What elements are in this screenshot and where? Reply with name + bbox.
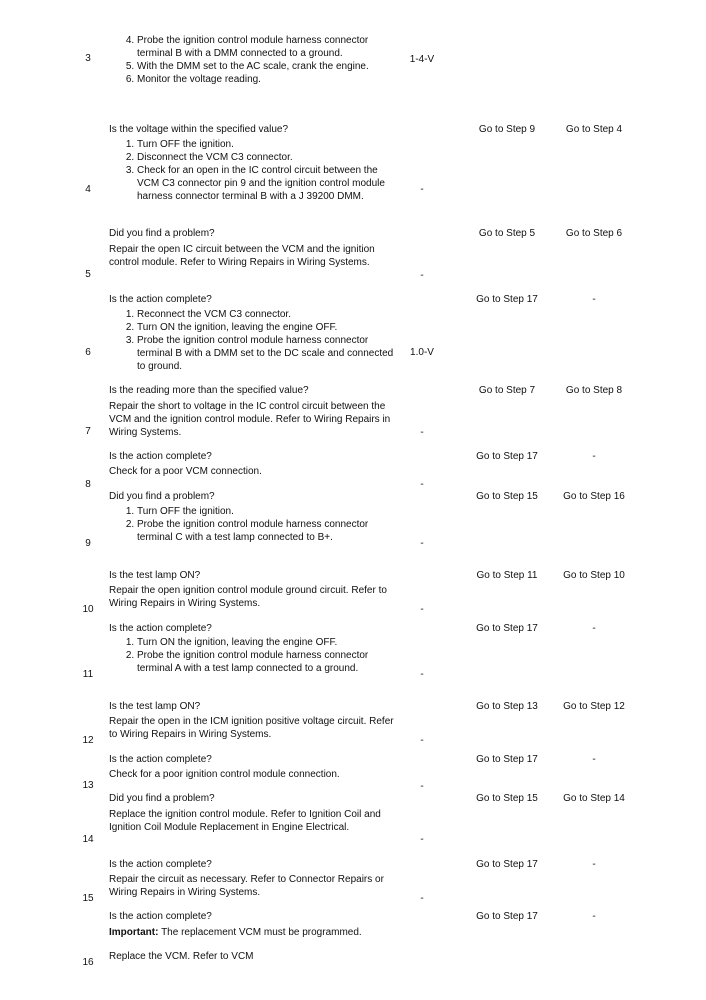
no-step: Go to Step 14 xyxy=(563,793,625,804)
step-number: 16 xyxy=(82,957,94,968)
step-action: Check for a poor ignition control module connection. xyxy=(109,769,340,780)
step-value: - xyxy=(420,538,424,549)
step-question: Is the action complete? xyxy=(109,623,212,634)
important-note xyxy=(109,926,429,939)
action-item: 2. Turn ON the ignition, leaving the engine OFF. xyxy=(137,321,399,334)
action-item: 1. Turn OFF the ignition. xyxy=(137,138,399,151)
step-question: Is the action complete? xyxy=(109,754,212,765)
action-list xyxy=(109,636,399,675)
step-action: Repair the short to voltage in the IC control circuit between the VCM and the ignition control module. Refer to Wiring Repairs in Wiring Systems. xyxy=(109,401,391,438)
yes-step: Go to Step 17 xyxy=(476,294,538,305)
yes-step: Go to Step 17 xyxy=(476,754,538,765)
step-question: Is the test lamp ON? xyxy=(109,701,201,712)
action-item: 5. With the DMM set to the AC scale, crank the engine. xyxy=(137,60,399,73)
step-number: 3 xyxy=(85,53,91,64)
action-item: 2. Probe the ignition control module harness connector terminal A with a test lamp connected to a ground. xyxy=(137,649,399,675)
yes-step: Go to Step 9 xyxy=(478,124,536,135)
step-number: 8 xyxy=(85,479,91,490)
step-question: Did you find a problem? xyxy=(109,228,215,239)
action-list xyxy=(109,308,399,373)
yes-step: Go to Step 13 xyxy=(476,701,538,712)
action-list xyxy=(109,34,399,86)
yes-step: Go to Step 17 xyxy=(476,451,538,462)
important-text: The replacement VCM must be programmed. xyxy=(161,927,362,938)
no-step: - xyxy=(592,754,596,765)
step-value: - xyxy=(420,669,424,680)
step-number: 12 xyxy=(82,735,94,746)
step-action: Check for a poor VCM connection. xyxy=(109,466,262,477)
no-step: Go to Step 16 xyxy=(563,491,625,502)
step-value: 1.0-V xyxy=(410,347,434,358)
yes-step: Go to Step 7 xyxy=(478,385,536,396)
step-action xyxy=(109,505,399,544)
yes-step: Go to Step 5 xyxy=(478,228,536,239)
yes-step: Go to Step 11 xyxy=(476,570,538,581)
step-value: - xyxy=(420,834,424,845)
yes-step: Go to Step 17 xyxy=(476,859,538,870)
action-list xyxy=(109,505,399,544)
no-step: - xyxy=(592,623,596,634)
step-value: - xyxy=(420,270,424,281)
step-number: 13 xyxy=(82,780,94,791)
step-question: Is the action complete? xyxy=(109,294,212,305)
step-question: Did you find a problem? xyxy=(109,793,215,804)
step-number: 14 xyxy=(82,834,94,845)
action-list xyxy=(109,138,399,203)
action-item: 3. Probe the ignition control module harness connector terminal B with a DMM set to the DC scale and connected to ground. xyxy=(137,334,399,373)
step-question: Is the action complete? xyxy=(109,859,212,870)
step-question: Is the test lamp ON? xyxy=(109,570,201,581)
yes-step: Go to Step 15 xyxy=(476,793,538,804)
step-value: - xyxy=(420,479,424,490)
step-question: Did you find a problem? xyxy=(109,491,215,502)
yes-step: Go to Step 17 xyxy=(476,623,538,634)
step-action: Repair the open IC circuit between the VCM and the ignition control module. Refer to Wiring Repairs in Wiring Systems. xyxy=(109,244,375,268)
step-value: - xyxy=(420,735,424,746)
important-label: Important: xyxy=(109,927,159,938)
no-step: Go to Step 12 xyxy=(563,701,625,712)
action-item: 2. Probe the ignition control module harness connector terminal C with a test lamp connected to B+. xyxy=(137,518,399,544)
step-action: Repair the circuit as necessary. Refer to Connector Repairs or Wiring Repairs in Wiring Systems. xyxy=(109,874,384,898)
step-number: 11 xyxy=(82,669,94,680)
step-action: Repair the open ignition control module ground circuit. Refer to Wiring Repairs in Wiring Systems. xyxy=(109,585,387,609)
step-value: 1-4-V xyxy=(409,54,435,65)
no-step: - xyxy=(592,294,596,305)
step-question: Is the action complete? xyxy=(109,451,212,462)
yes-step: Go to Step 17 xyxy=(476,911,538,922)
step-question: Is the voltage within the specified value? xyxy=(109,124,288,135)
no-step: - xyxy=(592,859,596,870)
step-number: 15 xyxy=(82,893,94,904)
step-action: Repair the open in the ICM ignition positive voltage circuit. Refer to Wiring Repairs in Wiring Systems. xyxy=(109,716,394,740)
step-action xyxy=(109,138,399,203)
no-step: Go to Step 10 xyxy=(563,570,625,581)
step-question: Is the reading more than the specified value? xyxy=(109,385,309,396)
action-item: 4. Probe the ignition control module harness connector terminal B with a DMM connected to a ground. xyxy=(137,34,399,60)
action-item: 1. Turn OFF the ignition. xyxy=(137,505,399,518)
step-number: 4 xyxy=(85,184,91,195)
step-value: - xyxy=(420,604,424,615)
step-action xyxy=(109,34,399,86)
step-value: - xyxy=(420,184,424,195)
step-action xyxy=(109,308,399,373)
step-number: 10 xyxy=(82,604,94,615)
no-step: Go to Step 8 xyxy=(565,385,623,396)
yes-step: Go to Step 15 xyxy=(476,491,538,502)
action-item: 6. Monitor the voltage reading. xyxy=(137,73,399,86)
no-step: Go to Step 4 xyxy=(565,124,623,135)
no-step: Go to Step 6 xyxy=(565,228,623,239)
step-value: - xyxy=(420,427,424,438)
no-step: - xyxy=(592,911,596,922)
action-item: 1. Turn ON the ignition, leaving the engine OFF. xyxy=(137,636,399,649)
step-action xyxy=(109,636,399,675)
step-value: - xyxy=(420,893,424,904)
step-number: 6 xyxy=(85,347,91,358)
no-step: - xyxy=(592,451,596,462)
step-action: Replace the VCM. Refer to VCM xyxy=(109,951,254,962)
step-question: Is the action complete? xyxy=(109,911,212,922)
action-item: 3. Check for an open in the IC control circuit between the VCM C3 connector pin 9 and the ignition control module harness connector terminal B with a J 39200 DMM. xyxy=(137,164,399,203)
action-item: 1. Reconnect the VCM C3 connector. xyxy=(137,308,399,321)
step-number: 5 xyxy=(85,269,91,280)
action-item: 2. Disconnect the VCM C3 connector. xyxy=(137,151,399,164)
step-number: 9 xyxy=(85,538,91,549)
step-value: - xyxy=(420,781,424,792)
step-number: 7 xyxy=(85,426,91,437)
step-action: Replace the ignition control module. Refer to Ignition Coil and Ignition Coil Module Replacement in Engine Electrical. xyxy=(109,809,381,833)
